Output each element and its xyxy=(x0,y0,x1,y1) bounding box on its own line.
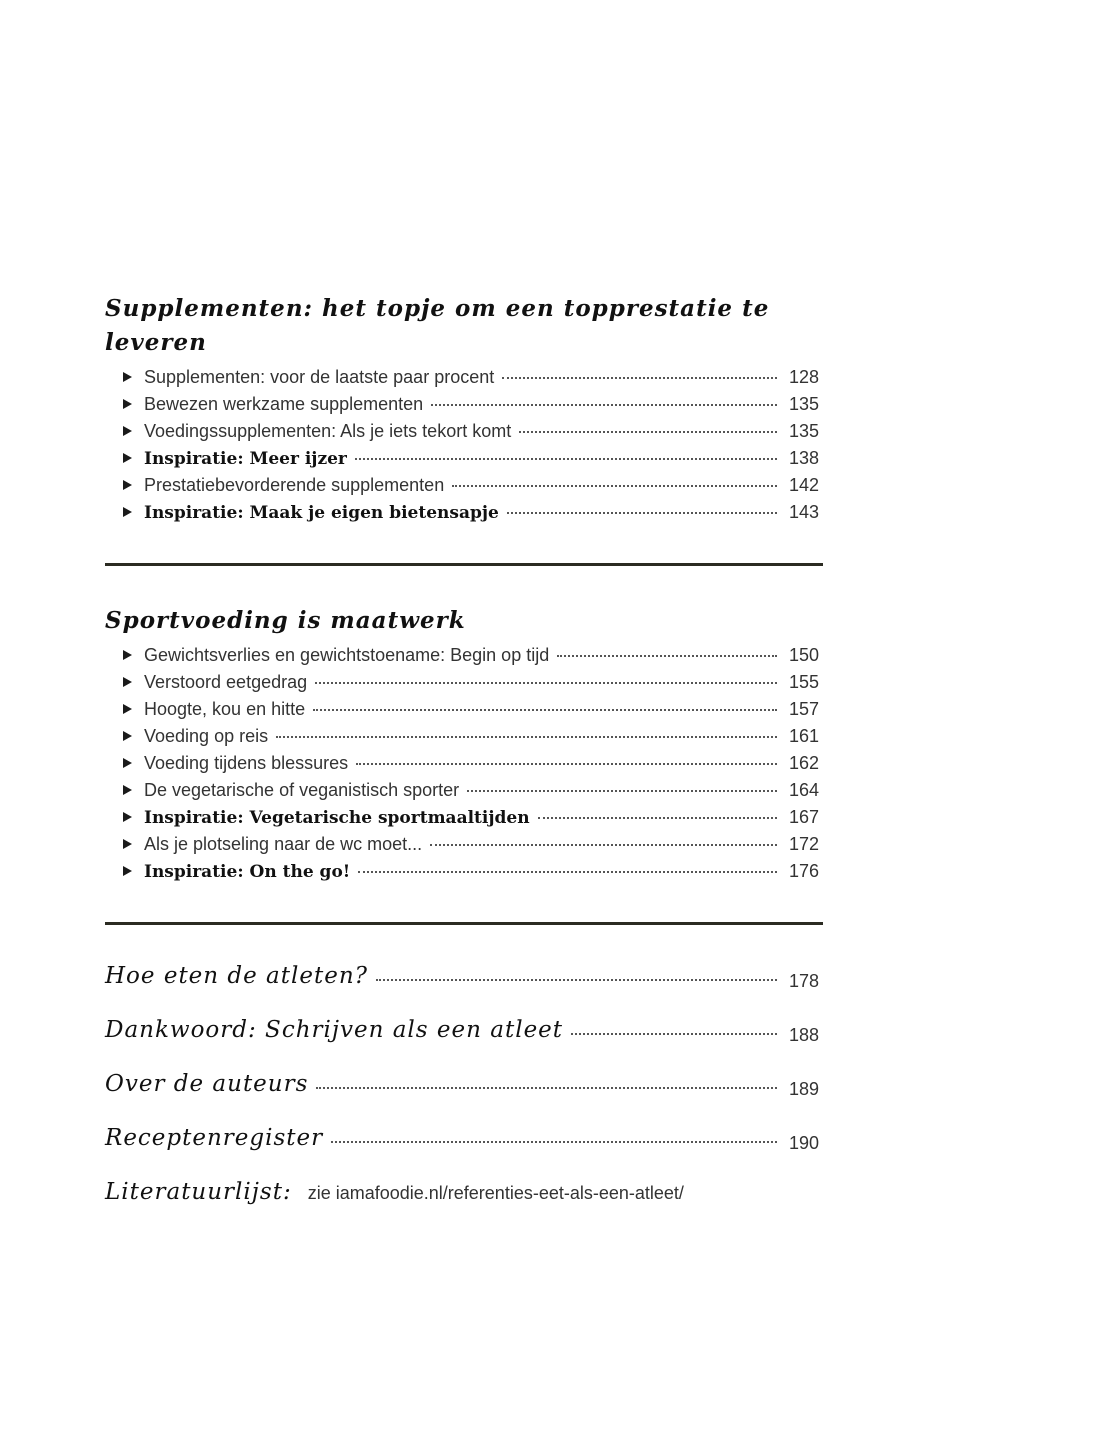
main-entry-dankwoord[interactable] xyxy=(105,1003,825,1057)
dot-leader xyxy=(358,871,777,873)
toc-item-label: Inspiratie: Vegetarische sportmaaltijden xyxy=(144,808,530,828)
toc-list xyxy=(105,364,825,526)
toc-item-label: Voeding tijdens blessures xyxy=(144,753,349,773)
triangle-bullet-icon xyxy=(123,650,132,660)
page-number: 161 xyxy=(788,726,819,746)
page-number: 150 xyxy=(788,645,819,665)
page-number: 189 xyxy=(788,1079,819,1099)
toc-item-inspiratie[interactable] xyxy=(123,858,825,885)
triangle-bullet-icon xyxy=(123,704,132,714)
dot-leader xyxy=(430,844,777,846)
page-number: 164 xyxy=(788,780,819,800)
main-entries xyxy=(105,949,825,1219)
main-entry-title: Receptenregister xyxy=(105,1125,324,1151)
toc-item-label: Voedingssupplementen: Als je iets tekort komt xyxy=(144,421,512,441)
dot-leader xyxy=(519,431,777,433)
literature-entry xyxy=(105,1165,825,1219)
toc-item-label: Prestatiebevorderende supplementen xyxy=(144,475,445,495)
triangle-bullet-icon xyxy=(123,453,132,463)
page-number: 142 xyxy=(788,475,819,495)
main-entry-title: Over de auteurs xyxy=(105,1071,309,1097)
page-number: 190 xyxy=(788,1133,819,1153)
toc-section-supplementen xyxy=(105,292,825,526)
dot-leader xyxy=(276,736,777,738)
section-divider xyxy=(105,563,823,566)
page-number: 178 xyxy=(788,971,819,991)
triangle-bullet-icon xyxy=(123,507,132,517)
triangle-bullet-icon xyxy=(123,839,132,849)
toc-section-sportvoeding xyxy=(105,604,825,885)
page-number: 155 xyxy=(788,672,819,692)
toc-item[interactable] xyxy=(123,472,825,499)
dot-leader xyxy=(431,404,777,406)
toc-item[interactable] xyxy=(123,642,825,669)
dot-leader xyxy=(507,512,777,514)
section-title: Supplementen: het topje om een topprestatie te leveren xyxy=(105,295,770,356)
toc-item-inspiratie[interactable] xyxy=(123,804,825,831)
table-of-contents xyxy=(105,292,825,1219)
toc-item-inspiratie[interactable] xyxy=(123,499,825,526)
toc-item[interactable] xyxy=(123,364,825,391)
toc-item[interactable] xyxy=(123,750,825,777)
dot-leader xyxy=(571,1033,777,1035)
toc-item-label: De vegetarische of veganistisch sporter xyxy=(144,780,460,800)
toc-item-label: Inspiratie: On the go! xyxy=(144,862,351,882)
triangle-bullet-icon xyxy=(123,785,132,795)
page-number: 157 xyxy=(788,699,819,719)
dot-leader xyxy=(502,377,777,379)
toc-item-label: Inspiratie: Meer ijzer xyxy=(144,449,347,469)
triangle-bullet-icon xyxy=(123,426,132,436)
main-entry-title: Hoe eten de atleten? xyxy=(105,963,368,989)
toc-item[interactable] xyxy=(123,831,825,858)
page-number: 172 xyxy=(788,834,819,854)
triangle-bullet-icon xyxy=(123,758,132,768)
dot-leader xyxy=(315,682,777,684)
dot-leader xyxy=(452,485,777,487)
triangle-bullet-icon xyxy=(123,372,132,382)
dot-leader xyxy=(376,979,777,981)
toc-item[interactable] xyxy=(123,669,825,696)
literature-link[interactable]: zie iamafoodie.nl/referenties-eet-als-een-atleet/ xyxy=(307,1183,684,1203)
toc-item[interactable] xyxy=(123,391,825,418)
triangle-bullet-icon xyxy=(123,731,132,741)
dot-leader xyxy=(313,709,777,711)
dot-leader xyxy=(538,817,777,819)
triangle-bullet-icon xyxy=(123,677,132,687)
section-title: Sportvoeding is maatwerk xyxy=(105,607,466,634)
dot-leader xyxy=(316,1087,777,1089)
dot-leader xyxy=(467,790,777,792)
page-number: 176 xyxy=(788,861,819,881)
page-number: 128 xyxy=(788,367,819,387)
triangle-bullet-icon xyxy=(123,812,132,822)
toc-item-label: Bewezen werkzame supplementen xyxy=(144,394,424,414)
toc-item-label: Gewichtsverlies en gewichtstoename: Begin op tijd xyxy=(144,645,550,665)
page-number: 135 xyxy=(788,394,819,414)
toc-item-label: Verstoord eetgedrag xyxy=(144,672,308,692)
toc-item[interactable] xyxy=(123,723,825,750)
page-number: 135 xyxy=(788,421,819,441)
main-entry-auteurs[interactable] xyxy=(105,1057,825,1111)
main-entry-hoe-eten[interactable] xyxy=(105,949,825,1003)
toc-item-label: Hoogte, kou en hitte xyxy=(144,699,306,719)
section-divider xyxy=(105,922,823,925)
page-number: 143 xyxy=(788,502,819,522)
literature-title: Literatuurlijst: xyxy=(105,1179,292,1205)
toc-item[interactable] xyxy=(123,696,825,723)
main-entry-title: Dankwoord: Schrijven als een atleet xyxy=(105,1017,564,1043)
dot-leader xyxy=(331,1141,777,1143)
triangle-bullet-icon xyxy=(123,480,132,490)
triangle-bullet-icon xyxy=(123,399,132,409)
toc-item-label: Inspiratie: Maak je eigen bietensapje xyxy=(144,503,499,523)
toc-item-label: Als je plotseling naar de wc moet... xyxy=(144,834,423,854)
toc-item-inspiratie[interactable] xyxy=(123,445,825,472)
toc-item[interactable] xyxy=(123,777,825,804)
page-number: 167 xyxy=(788,807,819,827)
dot-leader xyxy=(356,763,777,765)
toc-item-label: Voeding op reis xyxy=(144,726,269,746)
toc-item[interactable] xyxy=(123,418,825,445)
toc-item-label: Supplementen: voor de laatste paar procent xyxy=(144,367,495,387)
main-entry-receptenregister[interactable] xyxy=(105,1111,825,1165)
page-number: 188 xyxy=(788,1025,819,1045)
dot-leader xyxy=(355,458,777,460)
page-number: 162 xyxy=(788,753,819,773)
triangle-bullet-icon xyxy=(123,866,132,876)
page-number: 138 xyxy=(788,448,819,468)
dot-leader xyxy=(557,655,777,657)
toc-list xyxy=(105,642,825,885)
